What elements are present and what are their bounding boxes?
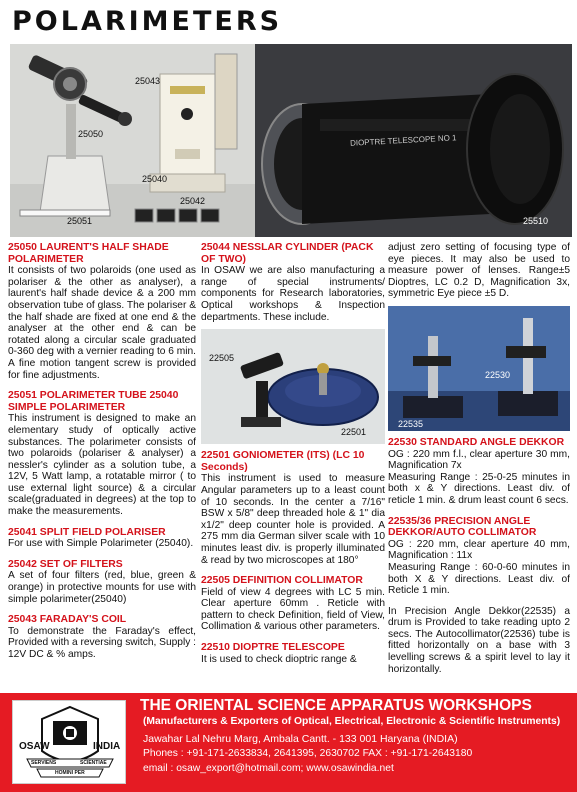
section-body-25044: In OSAW we are also manufacturing a range of special instruments/ components for Research laboratories, Optical workshops & Inspection departments. These include. [201, 265, 385, 323]
section-heading-25051-25040: 25051 POLARIMETER TUBE 25040 SIMPLE POLARIMETER [8, 390, 179, 413]
photo-label-25050: 25050 [78, 129, 104, 139]
section-body-25043: To demonstrate the Faraday's effect, Provided with a reversing switch, Supply : 12V DC & % amps. [8, 625, 196, 660]
section-heading-25044: 25044 NESSLAR CYLINDER (PACK OF TWO) [201, 242, 374, 265]
section-heading-22530: 22530 STANDARD ANGLE DEKKOR [388, 436, 565, 448]
telescope-engraving: DIOPTRE TELESCOPE NO 1 [349, 133, 457, 148]
section-heading-22505: 22505 DEFINITION COLLIMATOR [201, 575, 363, 587]
polarimeter-equipment-illustration [10, 44, 572, 237]
company-logo [12, 700, 126, 784]
page-title: POLARIMETERS [12, 6, 283, 37]
photo-label-25043: 25043 [135, 76, 161, 86]
goniometer-photo [201, 329, 385, 444]
section-heading-25042: 25042 SET OF FILTERS [8, 558, 123, 570]
section-body-25040: This instrument is designed to make an elementary study of optically active substances. The polarimeter consists of two polaroids (polariser & analyser) a nessler's cylinder as a solution tube, a 12V, 5 Watt lamp, a rotatable mirror ( to use external light source) & a circular scale(graduated in degrees) at the top to make the measurements. [8, 413, 196, 518]
section-body-22535-36: OG : 220 mm, clear aperture 40 mm, Magnification : 11x Measuring Range : 60-0-60 minutes in both X & Y directions. Least div. of Reticle 1 min. [388, 538, 570, 597]
company-address: Jawahar Lal Nehru Marg, Ambala Cantt. - 133 001 Haryana (INDIA) [143, 733, 458, 745]
angle-dekkor-illustration [388, 306, 570, 431]
section-body-25041: For use with Simple Polarimeter (25040). [8, 538, 194, 550]
section-body-22530: OG : 220 mm f.l., clear aperture 30 mm, Magnification 7x Measuring Range : 25-0-25 minutes in both x & Y directions. Least div. of reticle 1 min. & drum least count 6 secs. [388, 448, 570, 506]
photo-label-25510: 25510 [523, 216, 549, 226]
section-heading-22535-36: 22535/36 PRECISION ANGLE DEKKOR/AUTO COLLIMATOR [388, 515, 537, 539]
column-1 [8, 242, 196, 670]
company-subtitle: (Manufacturers & Exporters of Optical, Electrical, Electronic & Scientific Instruments) [143, 716, 561, 727]
section-heading-25041: 25041 SPLIT FIELD POLARISER [8, 526, 166, 538]
logo-text-right: INDIA [93, 741, 121, 752]
column-2 [201, 242, 385, 674]
section-body-25050: It consists of two polaroids (one used as polariser & the other as analyser), a laurent's half shade device & a 200 mm observation tube of glass. The polariser & the half shade are fixed at one end & the analyser at the other end & can be rotated along a circular scale graduated 0-360 deg with a vernier reading to 6 min. A fine motion tangent screw is provided for fine adjustments. [8, 265, 197, 381]
section-heading-25050: 25050 LAURENT'S HALF SHADE POLARIMETER [8, 242, 169, 265]
photo-label-22501: 22501 [341, 427, 367, 438]
photo-label-22535: 22535 [398, 418, 424, 429]
company-name: THE ORIENTAL SCIENCE APPARATUS WORKSHOPS [140, 697, 532, 714]
section-body-22510: It is used to check dioptric range & [201, 653, 357, 665]
logo-ribbon-right: SCIENTIAE [80, 760, 107, 766]
logo-ribbon-bottom: HOMINI PER [55, 770, 85, 776]
section-body-22535-details: In Precision Angle Dekkor(22535) a drum is Provided to take reading upto 2 secs. The Autocollimator(22536) tube is fitted horizontally on a base with 3 levelling screws & a spirit level to lay it horizontally. [388, 605, 570, 675]
angle-dekkor-photo [388, 306, 570, 431]
section-heading-25043: 25043 FARADAY'S COIL [8, 614, 127, 626]
section-body-22510-continued: adjust zero setting of focusing type of eye pieces. It may also be used to measure power of lenses. Range±5 Dioptres, LC 0.2 D, Magnification 3x, symmetric Eye piece ±5 D. [388, 242, 570, 300]
photo-label-25040: 25040 [142, 174, 168, 184]
column-3 [388, 242, 570, 684]
section-body-22505: Field of view 4 degrees with LC 5 min. Clear aperture 60mm . Reticle with pattern to check Definition, field of View, Collimation & various other parameters. [201, 586, 385, 633]
photo-label-22530: 22530 [485, 369, 511, 380]
section-heading-22510: 22510 DIOPTRE TELESCOPE [201, 642, 345, 654]
section-body-22501: This instrument is used to measure Angular parameters up to a least count of 10 seconds. In the center a 7/16" BSW x 5/8" deep threaded hole & 1" dia x1/2" deep counter hole is provided. A 275 mm dia German silver scale with 10 minutes least div. is properly illuminated & read by two microscopes at 180° [201, 473, 385, 566]
product-photo-top [10, 44, 572, 237]
section-heading-22501: 22501 GONIOMETER (ITS) (LC 10 Seconds) [201, 450, 365, 473]
photo-label-25051: 25051 [67, 216, 93, 226]
photo-label-25042: 25042 [180, 196, 206, 206]
section-body-25042: A set of four filters (red, blue, green & orange) in protective mounts for use with simple polarimeter(25040) [8, 570, 196, 605]
company-email[interactable]: email : osaw_export@hotmail.com; www.osawindia.net [143, 763, 394, 774]
logo-ribbon-left: SERVIENS [31, 760, 57, 766]
photo-label-22505: 22505 [209, 353, 235, 364]
company-phones: Phones : +91-171-2633834, 2641395, 2630702 FAX : +91-171-2643180 [143, 748, 473, 759]
logo-text-left: OSAW [19, 741, 50, 752]
